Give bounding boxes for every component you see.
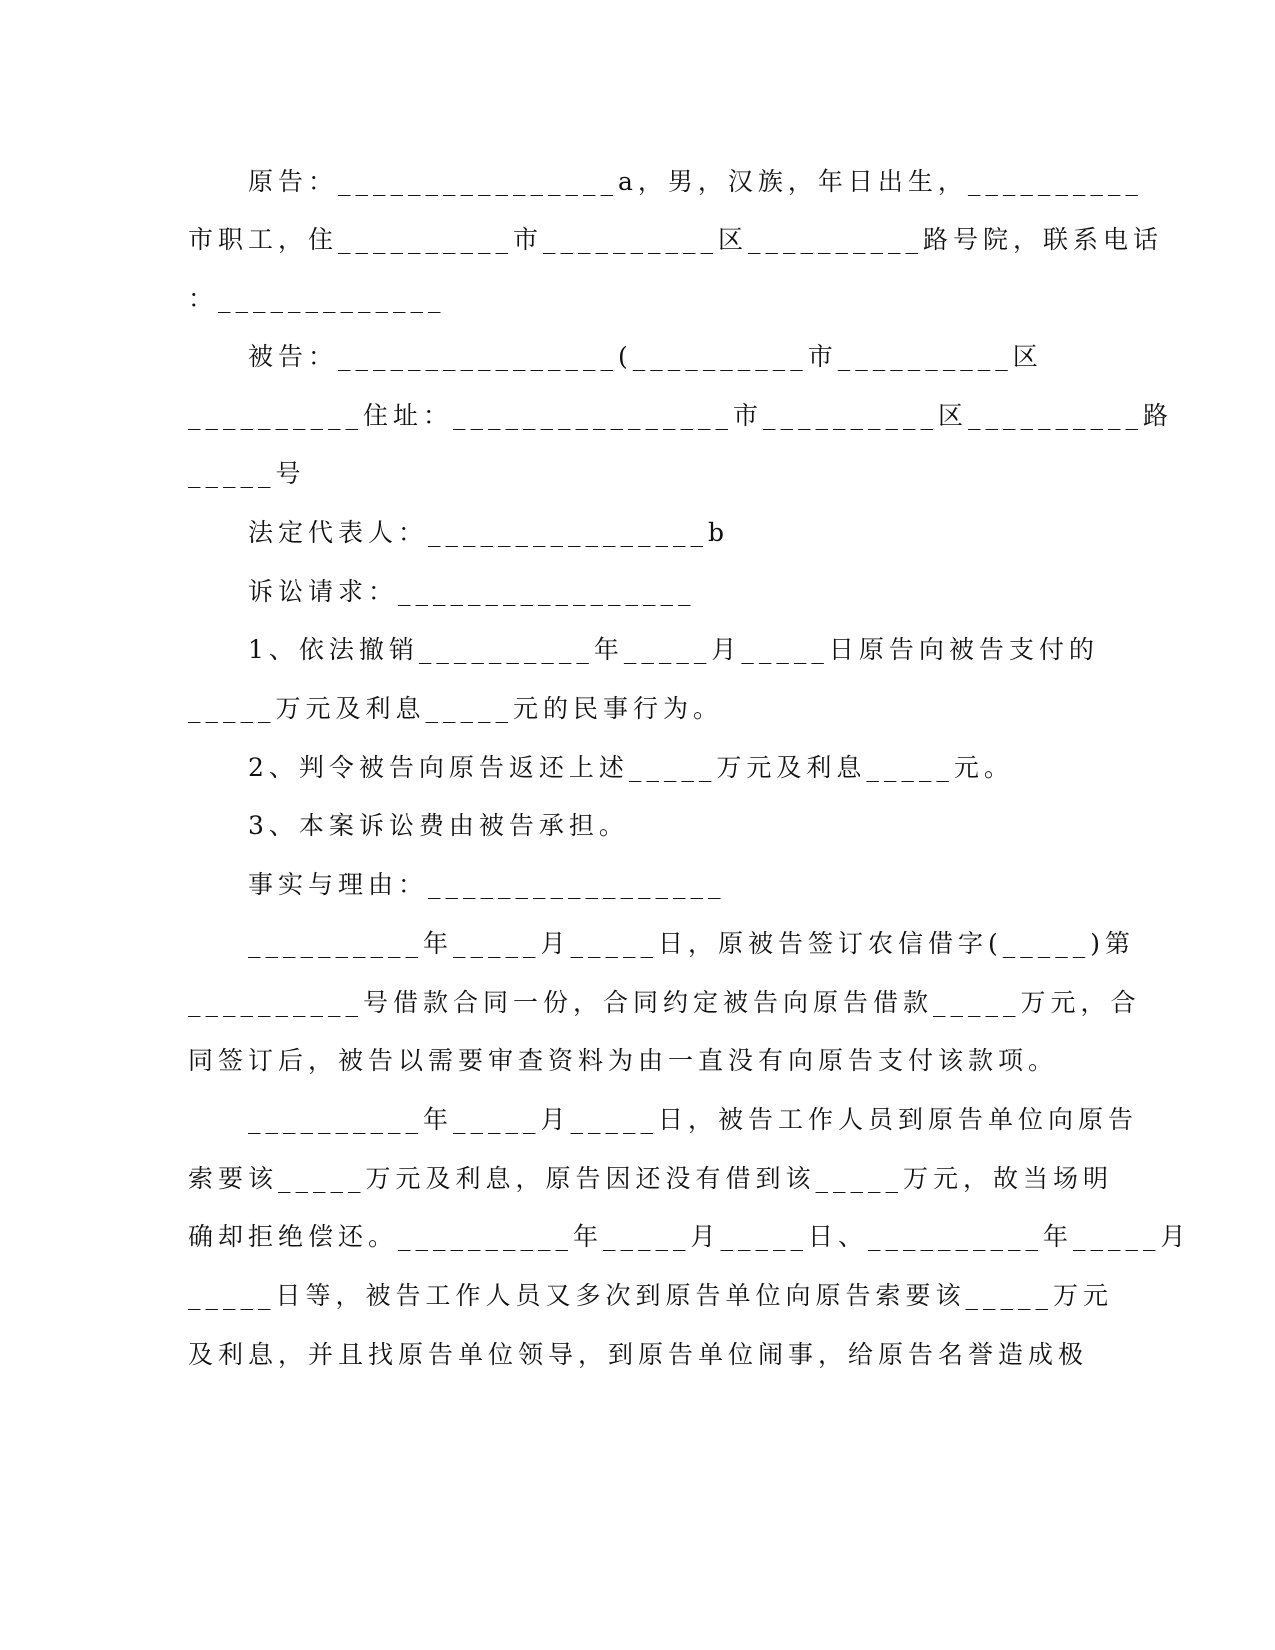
facts-para-1-line-a: __________年_____月_____日，原被告签订农信借字(_____)第 — [188, 929, 1136, 958]
facts-para-2-line-c: 确却拒绝偿还。__________年_____月_____日、__________年_____月 — [188, 1222, 1191, 1251]
claim-1-line-b: _____万元及利息_____元的民事行为。 — [188, 694, 724, 723]
facts-para-2-line-b: 索要该_____万元及利息，原告因还没有借到该_____万元，故当场明 — [188, 1164, 1114, 1193]
plaintiff-phone-line: ：_____________ — [188, 284, 446, 313]
facts-para-2-line-a: __________年_____月_____日，被告工作人员到原告单位向原告 — [188, 1105, 1139, 1134]
claim-2-line: 2、判令被告向原告返还上述_____万元及利息_____元。 — [188, 753, 1014, 782]
claims-heading: 诉讼请求：_________________ — [188, 577, 696, 606]
plaintiff-line: 原告：________________a，男，汉族，年日出生，__________ — [188, 167, 1143, 196]
defendant-line: 被告：________________(__________市__________区 — [188, 342, 1043, 371]
defendant-number-line: _____号 — [188, 459, 306, 488]
claim-1-line-a: 1、依法撤销__________年_____月_____日原告向被告支付的 — [188, 635, 1099, 664]
facts-heading: 事实与理由：_________________ — [188, 870, 726, 899]
facts-para-2-line-d: _____日等，被告工作人员又多次到原告单位向原告索要该_____万元 — [188, 1281, 1114, 1310]
defendant-address-line: __________住址：________________市__________区__________路 — [188, 401, 1174, 430]
facts-para-1-line-c: 同签订后，被告以需要审查资料为由一直没有向原告支付该款项。 — [188, 1046, 1059, 1075]
claim-3-line: 3、本案诉讼费由被告承担。 — [188, 811, 629, 840]
facts-para-1-line-b: __________号借款合同一份，合同约定被告向原告借款_____万元，合 — [188, 988, 1141, 1017]
plaintiff-address-line: 市职工，住__________市__________区__________路号院，联系电话 — [188, 225, 1164, 254]
facts-para-2-line-e: 及利息，并且找原告单位领导，到原告单位闹事，给原告名誉造成极 — [188, 1340, 1089, 1369]
legal-representative-line: 法定代表人：________________b — [188, 518, 730, 547]
